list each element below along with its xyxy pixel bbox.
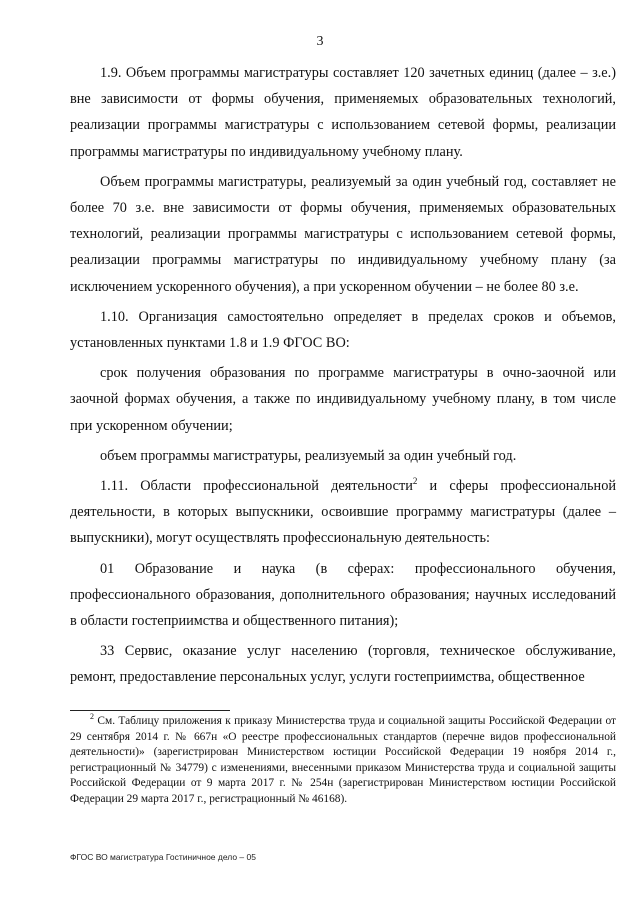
paragraph-study-term: срок получения образования по программе магистратуры в очно-заочной или заочной формах обучения, а также по индивидуальному учебному плану, в том числе при ускоренном обучении;: [70, 365, 616, 434]
paragraph-1-11-end: и сферы профессиональной деятельности, в которых выпускники, освоившие программу магистратуры (далее – выпускники), могут осуществлять профессиональную деятельность:: [70, 478, 616, 547]
document-body: [70, 60, 616, 695]
footnote-2: [70, 714, 616, 808]
footnote-separator: [70, 710, 230, 711]
paragraph-area-01: 01 Образование и наука (в сферах: профессионального обучения, профессионального образования, дополнительного образования; научных исследований в области гостеприимства и общественного питания);: [70, 560, 616, 630]
footnote-text: См. Таблицу приложения к приказу Министерства труда и социальной защиты Российской Федерации от 29 сентября 2014 г. № 667н «О реестре профессиональных стандартов (перечне видов профессиональной деятельности)» (зарегистрирован Министерством юстиции Российской Федерации 19 ноября 2014 г., регистрационный № 34779) с изменениями, внесенными приказом Министерства труда и социальной защиты Российской Федерации от 9 марта 2017 г. № 254н (зарегистрирован Министерством юстиции Российской Федерации 29 марта 2017 г., регистрационный № 46168).: [70, 715, 616, 805]
paragraph-area-33: 33 Сервис, оказание услуг населению (торговля, техническое обслуживание, ремонт, предоставление персональных услуг, услуги гостеприимства, общественное: [70, 643, 616, 686]
paragraph-annual-volume: Объем программы магистратуры, реализуемый за один учебный год, составляет не более 70 з.е. вне зависимости от формы обучения, применяемых образовательных технологий, реализации программы магистратуры с использованием сетевой формы, реализации программы магистратуры по индивидуальному учебному плану (за исключением ускоренного обучения), а при ускоренном обучении – не более 80 з.е.: [70, 173, 616, 295]
page-footer: ФГОС ВО магистратура Гостиничное дело – 05: [70, 852, 256, 862]
paragraph-1-11-start: 1.11. Области профессиональной деятельности: [100, 478, 413, 495]
paragraph-1-10: 1.10. Организация самостоятельно определяет в пределах сроков и объемов, установленных пунктами 1.8 и 1.9 ФГОС ВО:: [70, 308, 616, 352]
paragraph-1-9: 1.9. Объем программы магистратуры составляет 120 зачетных единиц (далее – з.е.) вне зависимости от формы обучения, применяемых образовательных технологий, реализации программы магистратуры с использованием сетевой формы, реализации программы магистратуры по индивидуальному учебному плану.: [70, 65, 616, 160]
paragraph-1-11: [70, 473, 616, 552]
footnote-reference-2[interactable]: 2: [412, 476, 418, 487]
footnote-mark: 2: [90, 712, 94, 722]
page-number: 3: [316, 34, 324, 49]
paragraph-yearly-volume: объем программы магистратуры, реализуемый за один учебный год.: [100, 447, 517, 464]
